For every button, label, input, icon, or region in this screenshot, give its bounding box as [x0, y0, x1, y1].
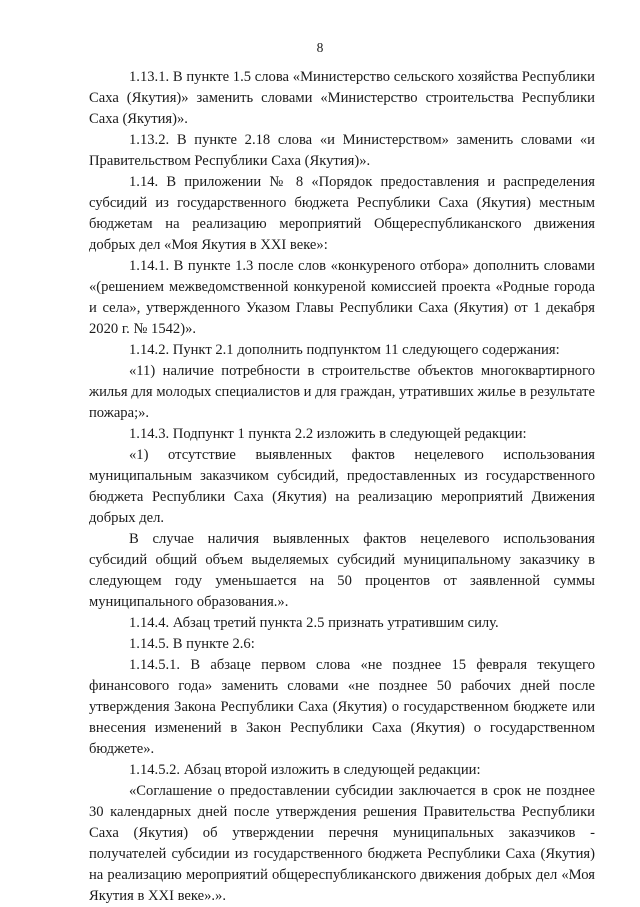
paragraph: 1.14.4. Абзац третий пункта 2.5 признать утратившим силу. [129, 615, 499, 631]
paragraph: В случае наличия выявленных фактов нецелевого использования субсидий общий объем выделяемых субсидий муниципальному заказчику в следующем году уменьшается на 50 процентов от заявленной суммы муниципального образования.». [89, 531, 595, 610]
paragraph: 1.14.5.2. Абзац второй изложить в следующей редакции: [129, 762, 481, 778]
page-number: 8 [316, 40, 324, 55]
paragraph: 1.14.5. В пункте 2.6: [129, 636, 255, 652]
paragraph: «1) отсутствие выявленных фактов нецелевого использования муниципальным заказчиком субсидий, предоставленных из государственного бюджета Республики Саха (Якутия) на реализацию мероприятий Движения добрых дел. [89, 447, 595, 526]
paragraph: 1.14.5.1. В абзаце первом слова «не позднее 15 февраля текущего финансового года» заменить словами «не позднее 50 рабочих дней после утверждения Закона Республики Саха (Якутия) о государственном бюджете или внесения изменений в Закон Республики Саха (Якутия) о государственном бюджете». [89, 657, 595, 757]
paragraph: 1.14.1. В пункте 1.3 после слов «конкуреного отбора» дополнить словами «(решением межведомственной конкуреной комиссией проекта «Родные города и села», утвержденного Указом Главы Республики Саха (Якутия) от 1 декабря 2020 г. № 1542)». [89, 258, 595, 337]
paragraph: 1.14.3. Подпункт 1 пункта 2.2 изложить в следующей редакции: [129, 426, 527, 442]
paragraph: «11) наличие потребности в строительстве объектов многоквартирного жилья для молодых специалистов и для граждан, утративших жилье в результате пожара;». [89, 363, 595, 421]
paragraph: «Соглашение о предоставлении субсидии заключается в срок не позднее 30 календарных дней после утверждения решения Правительства Республики Саха (Якутия) об утверждении перечня муниципальных заказчиков - получателей субсидии из государственного бюджета Республики Саха (Якутия) на реализацию мероприятий общереспубликанского движения добрых дел «Моя Якутия в XXI веке».». [89, 783, 595, 904]
paragraph: 1.14. В приложении № 8 «Порядок предоставления и распределения субсидий из государственного бюджета Республики Саха (Якутия) местным бюджетам на реализацию мероприятий Общереспубликанского движения добрых дел «Моя Якутия в XXI веке»: [89, 174, 595, 253]
paragraph: 1.14.2. Пункт 2.1 дополнить подпунктом 11 следующего содержания: [129, 342, 560, 358]
document-body [89, 67, 595, 907]
paragraph: 1.13.1. В пункте 1.5 слова «Министерство сельского хозяйства Республики Саха (Якутия)» заменить словами «Министерство строительства Республики Саха (Якутия)». [89, 69, 595, 127]
paragraph: 1.13.2. В пункте 2.18 слова «и Министерством» заменить словами «и Правительством Республики Саха (Якутия)». [89, 132, 595, 169]
